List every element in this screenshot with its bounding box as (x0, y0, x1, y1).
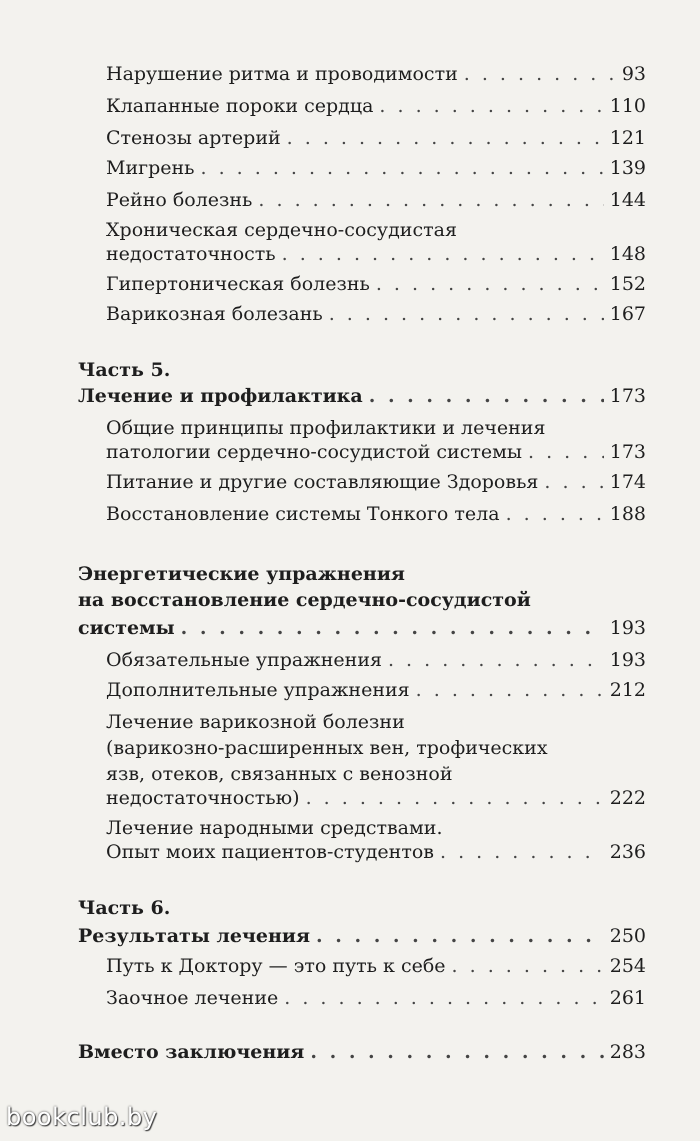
toc-entry (106, 954, 646, 978)
toc-entry-page: 254 (609, 955, 646, 977)
toc-entry-page: 144 (609, 189, 646, 211)
toc-entry-page: 188 (609, 503, 646, 525)
toc-entry-page: 193 (609, 649, 646, 671)
toc-entry-line: Хроническая сердечно-сосудистая (106, 219, 457, 241)
dot-leader (201, 156, 604, 180)
toc-entry-title: Клапанные пороки сердца (106, 95, 374, 117)
toc-entry-line: Лечение варикозной болезни (106, 711, 405, 733)
toc-entry-line: язв, отеков, связанных с венозной (106, 763, 453, 785)
part-title: Лечение и профилактика (78, 385, 363, 407)
dot-leader (329, 302, 604, 326)
toc-entry-line: Лечение народными средствами. (106, 817, 443, 839)
toc-entry (106, 62, 646, 86)
toc-entry (106, 94, 646, 118)
toc-entry-page: 93 (621, 63, 646, 85)
dot-leader (376, 272, 604, 296)
toc-entry (106, 648, 646, 672)
dot-leader (440, 840, 604, 864)
toc-entry-line: Общие принципы профилактики и лечения (106, 417, 546, 439)
toc-entry (106, 302, 646, 326)
toc-entry-title: патологии сердечно-сосудистой системы (106, 441, 523, 463)
toc-entry-page: 236 (609, 841, 646, 863)
dot-leader (316, 924, 604, 948)
toc-entry-page: 110 (609, 95, 646, 117)
toc-entry (106, 786, 646, 810)
part-title: Результаты лечения (78, 925, 310, 947)
toc-entry (106, 502, 646, 526)
part-label: Часть 6. (78, 897, 171, 919)
section-heading (78, 616, 646, 640)
conclusion-heading (78, 1040, 646, 1064)
toc-entry-page: 174 (609, 471, 646, 493)
dot-leader (544, 470, 603, 494)
toc-entry-title: Стенозы артерий (106, 127, 281, 149)
toc-entry-title: Заочное лечение (106, 987, 279, 1009)
conclusion-title: Вместо заключения (78, 1041, 305, 1063)
toc-entry-page: 261 (609, 987, 646, 1009)
dot-leader (506, 502, 604, 526)
toc-entry (106, 242, 646, 266)
toc-entry (106, 986, 646, 1010)
dot-leader (284, 986, 603, 1010)
part-label: Часть 5. (78, 359, 171, 381)
toc-entry-title: Питание и другие составляющие Здоровья (106, 471, 539, 493)
dot-leader (388, 648, 604, 672)
dot-leader (464, 62, 616, 86)
toc-entry (106, 470, 646, 494)
toc-entry-title: Гипертоническая болезнь (106, 273, 370, 295)
part-heading (78, 384, 646, 408)
section-heading-line: Энергетические упражнения (78, 563, 405, 585)
dot-leader (379, 94, 603, 118)
dot-leader (306, 786, 604, 810)
dot-leader (416, 678, 604, 702)
toc-entry-title: Обязательные упражнения (106, 649, 382, 671)
toc-entry-title: Мигрень (106, 157, 195, 179)
toc-entry-page: 167 (609, 303, 646, 325)
toc-entry-page: 222 (609, 787, 646, 809)
toc-entry-title: Рейно болезнь (106, 189, 253, 211)
toc-entry (106, 156, 646, 180)
toc-entry (106, 188, 646, 212)
toc-entry (106, 272, 646, 296)
part-page: 250 (609, 925, 646, 947)
part-heading (78, 924, 646, 948)
toc-entry-page: 121 (609, 127, 646, 149)
toc-entry-title: Дополнительные упражнения (106, 679, 410, 701)
toc-entry-title: Восстановление системы Тонкого тела (106, 503, 500, 525)
dot-leader (258, 188, 603, 212)
dot-leader (528, 440, 604, 464)
dot-leader (282, 242, 604, 266)
part-page: 173 (609, 385, 646, 407)
toc-entry (106, 678, 646, 702)
toc-entry (106, 126, 646, 150)
section-page: 193 (609, 617, 646, 639)
toc-entry-page: 152 (609, 273, 646, 295)
toc-entry-title: недостаточность (106, 243, 276, 265)
toc-entry-title: Опыт моих пациентов-студентов (106, 841, 434, 863)
dot-leader (310, 1040, 603, 1064)
dot-leader (369, 384, 604, 408)
watermark-text: bookclub.by (6, 1103, 158, 1131)
conclusion-page: 283 (609, 1041, 646, 1063)
section-title: системы (78, 617, 175, 639)
toc-entry-page: 173 (609, 441, 646, 463)
section-heading-line: на восстановление сердечно-сосудистой (78, 589, 531, 611)
toc-entry-page: 139 (609, 157, 646, 179)
toc-entry-title: Путь к Доктору — это путь к себе (106, 955, 446, 977)
toc-entry (106, 840, 646, 864)
toc-entry (106, 440, 646, 464)
toc-entry-page: 212 (609, 679, 646, 701)
toc-entry-line: (варикозно-расширенных вен, трофических (106, 737, 548, 759)
dot-leader (287, 126, 604, 150)
toc-entry-title: Варикозная болезань (106, 303, 323, 325)
dot-leader (181, 616, 604, 640)
toc-entry-page: 148 (609, 243, 646, 265)
dot-leader (452, 954, 604, 978)
toc-entry-title: Нарушение ритма и проводимости (106, 63, 458, 85)
toc-entry-title: недостаточностью) (106, 787, 300, 809)
